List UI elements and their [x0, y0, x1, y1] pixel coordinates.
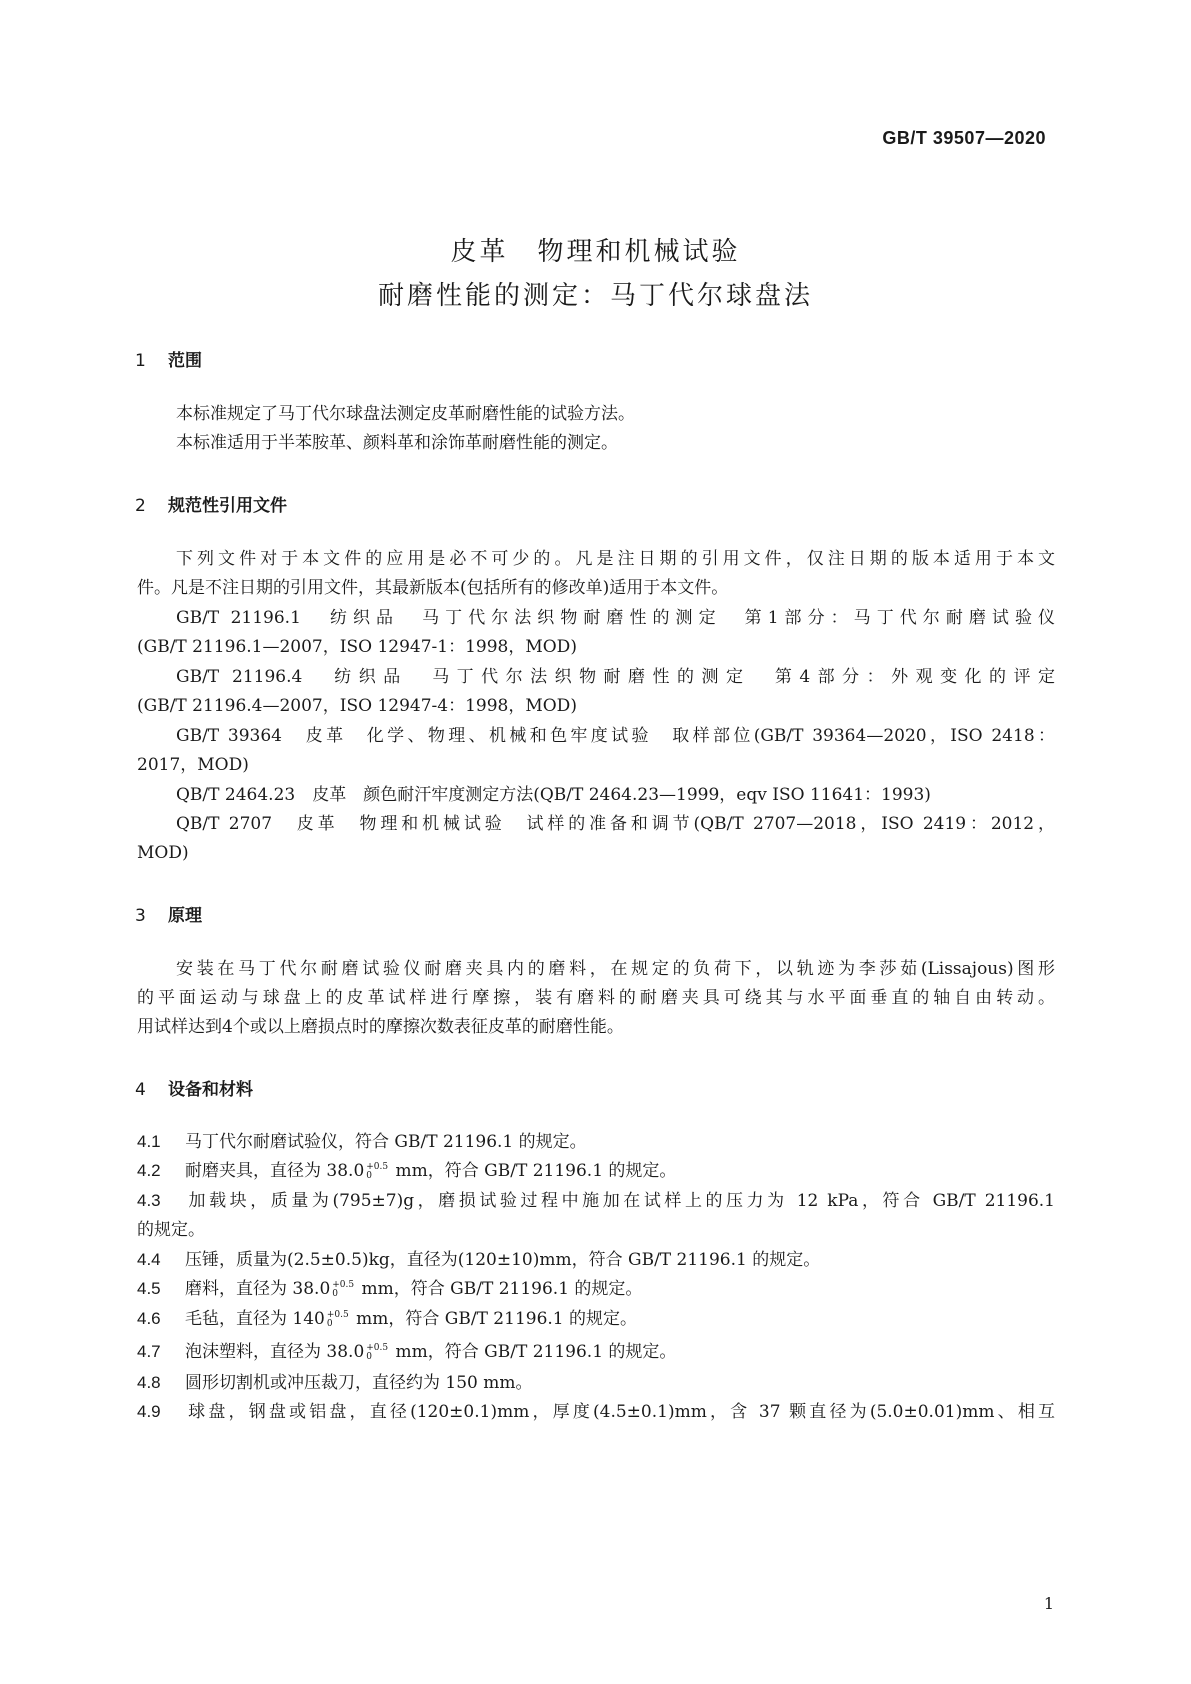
section-number: 2	[135, 496, 146, 516]
tolerance-upper: +0.5	[332, 1279, 355, 1290]
list-item	[137, 1278, 642, 1300]
item-text: 耐磨夹具，直径为 38.0	[185, 1161, 365, 1181]
section-number: 1	[135, 351, 146, 371]
item-text: 球盘，钢盘或铝盘，直径(120±0.1)mm，厚度(4.5±0.1)mm，含 37 颗直径为(5.0±0.01)mm、相互	[185, 1402, 1055, 1422]
list-item	[137, 1249, 820, 1271]
paragraph: 本标准适用于半苯胺革、颜料革和涂饰革耐磨性能的测定。	[176, 433, 618, 453]
list-item-continuation: 的规定。	[137, 1220, 205, 1240]
reference-entry: QB/T 2464.23 皮革 颜色耐汗牢度测定方法(QB/T 2464.23—1999，eqv ISO 11641：1993)	[176, 785, 931, 805]
list-item	[137, 1190, 1055, 1212]
tolerance-upper: +0.5	[366, 1161, 389, 1172]
reference-entry: QB/T 2707 皮革 物理和机械试验 试样的准备和调节(QB/T 2707—2018，ISO 2419：2012，	[176, 814, 1055, 834]
section-title: 设备和材料	[168, 1080, 253, 1100]
reference-entry-continuation: (GB/T 21196.4—2007，ISO 12947-4：1998，MOD)	[137, 696, 577, 716]
tolerance-lower: 0	[366, 1351, 372, 1362]
paragraph-line: 件。凡是不注日期的引用文件，其最新版本(包括所有的修改单)适用于本文件。	[137, 578, 729, 598]
reference-entry-continuation: 2017，MOD)	[137, 755, 249, 775]
tolerance-lower: 0	[366, 1170, 372, 1181]
section-title: 规范性引用文件	[168, 496, 287, 516]
tolerance-lower: 0	[326, 1318, 333, 1329]
section-heading-principle	[135, 901, 202, 926]
item-number: 4.3	[137, 1191, 161, 1210]
list-item	[137, 1131, 587, 1153]
standard-number: GB/T 39507—2020	[882, 128, 1046, 148]
tolerance	[366, 1163, 388, 1181]
section-heading-scope	[135, 346, 202, 371]
item-text: mm，符合 GB/T 21196.1 的规定。	[390, 1161, 677, 1181]
paragraph-line: 的平面运动与球盘上的皮革试样进行摩擦，装有磨料的耐磨夹具可绕其与水平面垂直的轴自由转动。	[137, 988, 1055, 1008]
section-number: 3	[135, 906, 146, 926]
list-item	[137, 1308, 637, 1330]
section-title: 范围	[168, 351, 202, 371]
paragraph: 本标准规定了马丁代尔球盘法测定皮革耐磨性能的试验方法。	[176, 404, 635, 424]
tolerance	[332, 1281, 354, 1299]
reference-entry: GB/T 21196.4 纺织品 马丁代尔法织物耐磨性的测定 第4部分：外观变化的评定	[176, 667, 1055, 687]
reference-entry: GB/T 39364 皮革 化学、物理、机械和色牢度试验 取样部位(GB/T 39364—2020，ISO 2418：	[176, 726, 1055, 746]
item-text: 泡沫塑料，直径为 38.0	[185, 1342, 365, 1362]
item-text: 毛毡，直径为 140	[185, 1309, 325, 1329]
item-number: 4.2	[137, 1161, 161, 1180]
section-number: 4	[135, 1080, 146, 1100]
reference-entry: GB/T 21196.1 纺织品 马丁代尔法织物耐磨性的测定 第1部分：马丁代尔耐磨试验仪	[176, 608, 1055, 628]
tolerance-upper: +0.5	[366, 1342, 389, 1353]
item-number: 4.8	[137, 1373, 161, 1392]
document-title-line-1: 皮革 物理和机械试验	[450, 237, 741, 267]
section-title: 原理	[168, 906, 202, 926]
list-item	[137, 1341, 676, 1363]
item-text: 加载块，质量为(795±7)g，磨损试验过程中施加在试样上的压力为 12 kPa，符合 GB/T 21196.1	[185, 1191, 1055, 1211]
item-number: 4.6	[137, 1309, 161, 1328]
item-text: mm，符合 GB/T 21196.1 的规定。	[350, 1309, 638, 1329]
tolerance-lower: 0	[332, 1288, 338, 1299]
item-number: 4.9	[137, 1402, 161, 1421]
item-number: 4.1	[137, 1132, 161, 1151]
reference-entry-continuation: MOD)	[137, 843, 189, 863]
tolerance	[366, 1344, 388, 1362]
document-title-line-2: 耐磨性能的测定：马丁代尔球盘法	[377, 281, 813, 311]
tolerance	[327, 1311, 349, 1329]
item-text: 圆形切割机或冲压裁刀，直径约为 150 mm。	[185, 1373, 533, 1393]
list-item	[137, 1401, 1055, 1423]
paragraph-line: 下列文件对于本文件的应用是必不可少的。凡是注日期的引用文件，仅注日期的版本适用于本文	[176, 549, 1055, 569]
tolerance-upper: +0.5	[326, 1309, 349, 1320]
item-text: mm，符合 GB/T 21196.1 的规定。	[356, 1279, 643, 1299]
paragraph-line: 用试样达到4个或以上磨损点时的摩擦次数表征皮革的耐磨性能。	[137, 1017, 624, 1037]
item-number: 4.4	[137, 1250, 161, 1269]
item-number: 4.7	[137, 1342, 161, 1361]
item-text: mm，符合 GB/T 21196.1 的规定。	[390, 1342, 677, 1362]
item-text: 压锤，质量为(2.5±0.5)kg，直径为(120±10)mm，符合 GB/T 21196.1 的规定。	[185, 1250, 821, 1270]
section-heading-normative-references	[135, 491, 287, 516]
item-text: 磨料，直径为 38.0	[185, 1279, 331, 1299]
item-number: 4.5	[137, 1279, 161, 1298]
list-item	[137, 1160, 676, 1182]
item-text: 马丁代尔耐磨试验仪，符合 GB/T 21196.1 的规定。	[185, 1132, 587, 1152]
section-heading-apparatus	[135, 1075, 253, 1100]
paragraph-line: 安装在马丁代尔耐磨试验仪耐磨夹具内的磨料，在规定的负荷下，以轨迹为李莎茹(Lissajous)图形	[176, 959, 1055, 979]
reference-entry-continuation: (GB/T 21196.1—2007，ISO 12947-1：1998，MOD)	[137, 637, 577, 657]
page-number: 1	[1043, 1594, 1054, 1613]
list-item	[137, 1372, 533, 1394]
